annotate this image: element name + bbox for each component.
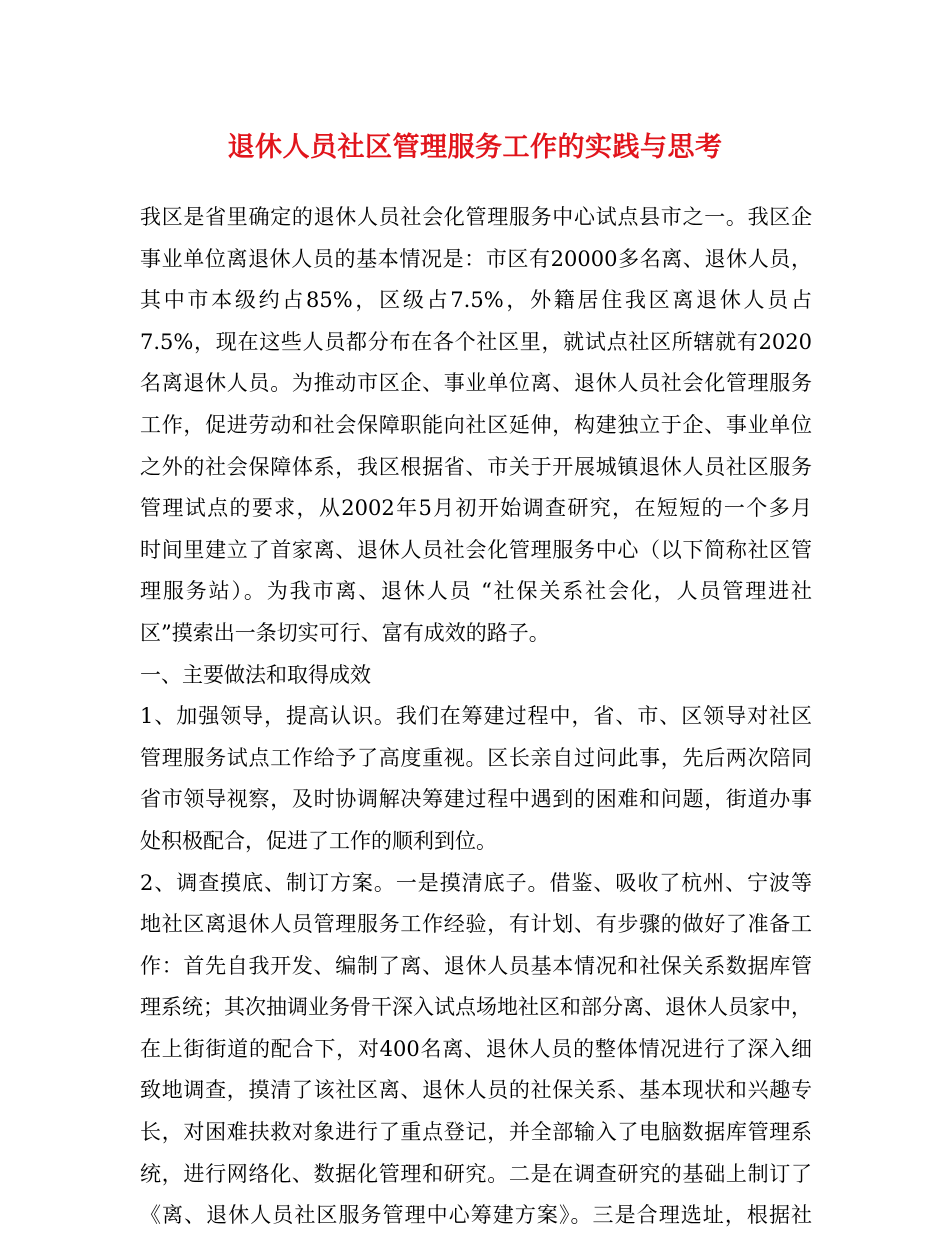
paragraph-line: 致地调查，摸清了该社区离、退休人员的社保关系、基本现状和兴趣专 — [140, 1078, 812, 1103]
paragraph-line: 长，对困难扶救对象进行了重点登记，并全部输入了电脑数据库管理系 — [140, 1120, 812, 1145]
paragraph-line: 作：首先自我开发、编制了离、退休人员基本情况和社保关系数据库管 — [140, 953, 812, 978]
paragraph-line: 理服务站）。为我市离、退休人员 “社保关系社会化，人员管理进社 — [140, 579, 812, 604]
paragraph-line: 理系统；其次抽调业务骨干深入试点场地社区和部分离、退休人员家中， — [140, 995, 812, 1020]
paragraph-line: 区”摸索出一条切实可行、富有成效的路子。 — [140, 620, 550, 645]
paragraph-line: 我区是省里确定的退休人员社会化管理服务中心试点县市之一。我区企 — [140, 205, 812, 229]
document-body — [140, 197, 812, 1237]
paragraph-line: 《离、退休人员社区服务管理中心筹建方案》。三是合理选址，根据社 — [140, 1203, 812, 1228]
paragraph-line: 7.5%，现在这些人员都分布在各个社区里，就试点社区所辖就有2020 — [140, 329, 812, 354]
paragraph-line: 管理服务试点工作给予了高度重视。区长亲自过问此事，先后两次陪同 — [140, 745, 812, 770]
paragraph-line: 管理试点的要求，从2002年5月初开始调查研究，在短短的一个多月 — [140, 496, 812, 521]
paragraph-line: 时间里建立了首家离、退休人员社会化管理服务中心（以下简称社区管 — [140, 537, 812, 562]
paragraph-line: 省市领导视察，及时协调解决筹建过程中遇到的困难和问题，街道办事 — [140, 787, 812, 812]
paragraph-line: 之外的社会保障体系，我区根据省、市关于开展城镇退休人员社区服务 — [140, 454, 812, 479]
paragraph-line: 统，进行网络化、数据化管理和研究。二是在调查研究的基础上制订了 — [140, 1161, 812, 1186]
paragraph-line: 事业单位离退休人员的基本情况是：市区有20000多名离、退休人员， — [140, 246, 812, 271]
paragraph-line: 处积极配合，促进了工作的顺利到位。 — [140, 828, 497, 853]
paragraph-line: 地社区离退休人员管理服务工作经验，有计划、有步骤的做好了准备工 — [140, 912, 812, 937]
paragraph-line: 名离退休人员。为推动市区企、事业单位离、退休人员社会化管理服务 — [140, 371, 812, 396]
paragraph-line: 2、调查摸底、制订方案。一是摸清底子。借鉴、吸收了杭州、宁波等 — [140, 870, 812, 895]
document-title: 退休人员社区管理服务工作的实践与思考 — [227, 132, 723, 163]
paragraph-line: 一、主要做法和取得成效 — [140, 662, 371, 687]
paragraph-line: 在上街街道的配合下，对400名离、退休人员的整体情况进行了深入细 — [140, 1036, 812, 1061]
paragraph-line: 1、加强领导，提高认识。我们在筹建过程中，省、市、区领导对社区 — [140, 704, 812, 729]
paragraph-line: 工作，促进劳动和社会保障职能向社区延伸，构建独立于企、事业单位 — [140, 412, 812, 437]
paragraph-line: 其中市本级约占85%，区级占7.5%，外籍居住我区离退休人员占 — [140, 288, 812, 313]
